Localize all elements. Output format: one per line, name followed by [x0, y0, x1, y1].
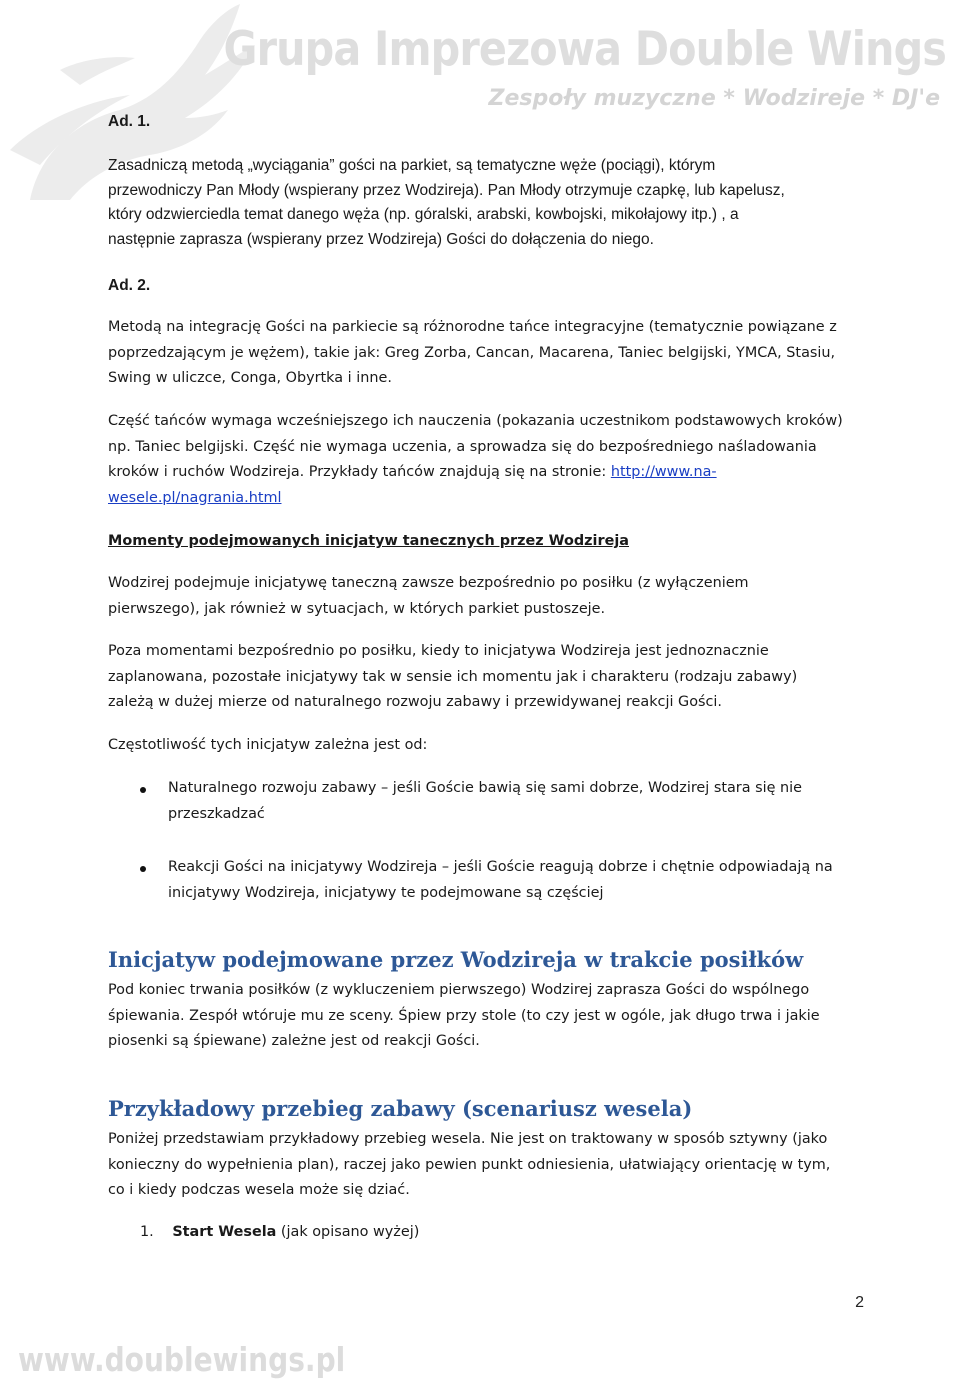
- site-url-watermark: www.doublewings.pl: [18, 1340, 346, 1379]
- text-line: poprzedzającym je wężem), takie jak: Greg Zorba, Cancan, Macarena, Taniec belgijski, YMCA, Stasiu,: [108, 344, 836, 361]
- moments-heading: Momenty podejmowanych inicjatyw tanecznych przez Wodzireja: [108, 533, 629, 549]
- text-line: [108, 460, 868, 486]
- bullet-icon: [140, 787, 146, 793]
- list-item: [140, 776, 880, 827]
- page-number: 2: [855, 1294, 864, 1311]
- text-line: Poniżej przedstawiam przykładowy przebieg wesela. Nie jest on traktowany w sposób sztywny (jako: [108, 1131, 828, 1147]
- numbered-list-item: [140, 1220, 419, 1246]
- dance-examples-link[interactable]: http://www.na-: [610, 464, 717, 480]
- list-item: [140, 855, 880, 906]
- text-line: śpiewania. Zespół wtóruje mu ze sceny. Śpiew przy stole (to czy jest w ogóle, jak długo trwa i jakie: [108, 1007, 820, 1024]
- text-line: następnie zaprasza (wspierany przez Wodzireja) Gości do dołączenia do niego.: [108, 230, 654, 248]
- scenario-paragraph: [108, 1127, 868, 1204]
- text-line: zależą w dużej mierze od naturalnego rozwoju zabawy i przewidywanej reakcji Gości.: [108, 694, 722, 710]
- text-line: inicjatywy Wodzireja, inicjatywy te podejmowane są częściej: [168, 884, 604, 901]
- text-line: Poza momentami bezpośrednio po posiłku, kiedy to inicjatywa Wodzireja jest jednoznacznie: [108, 643, 769, 659]
- moments-paragraph-1: [108, 571, 868, 622]
- ad1-title: Ad. 1.: [108, 113, 151, 130]
- bullet-icon: [140, 866, 146, 872]
- text-line: Naturalnego rozwoju zabawy – jeśli Goście bawią się sami dobrze, Wodzirej stara się nie: [168, 780, 803, 796]
- text-line: przeszkadzać: [168, 805, 265, 822]
- text-line: Swing w uliczce, Conga, Obyrtka i inne.: [108, 370, 392, 386]
- text-line: piosenki są śpiewane) zależne jest od reakcji Gości.: [108, 1033, 480, 1049]
- text-line: przewodniczy Pan Młody (wspierany przez Wodzireja). Pan Młody otrzymuje czapkę, lub kapelusz,: [108, 181, 785, 199]
- text-line: który odzwierciedla temat danego węża (np. góralski, arabski, kowbojski, mikołajowy itp.) , a: [108, 206, 739, 223]
- text-line: zaplanowana, pozostałe inicjatywy tak w sensie ich momentu jak i charakteru (rodzaju zabawy): [108, 668, 798, 685]
- ad2-paragraph-2: [108, 409, 868, 511]
- text-line: Zasadniczą metodą „wyciągania” gości na parkiet, są tematyczne węże (pociągi), którym: [108, 157, 716, 174]
- text-line: pierwszego), jak również w sytuacjach, w których parkiet pustoszeje.: [108, 600, 606, 617]
- item-title: Start Wesela: [172, 1224, 277, 1240]
- text-line: Pod koniec trwania posiłków (z wykluczeniem pierwszego) Wodzirej zaprasza Gości do wspólnego: [108, 982, 810, 998]
- brand-subtitle-watermark: Zespoły muzyczne * Wodzireje * DJ'e: [488, 86, 940, 111]
- text-line: konieczny do wypełnienia plan), raczej jako pewien punkt odniesienia, ułatwiający orientację w tym,: [108, 1156, 831, 1173]
- ad1-paragraph: [108, 154, 868, 252]
- frequency-intro: Częstotliwość tych inicjatyw zależna jest od:: [108, 737, 428, 753]
- ad2-paragraph-1: [108, 315, 868, 392]
- text-line: [108, 486, 868, 512]
- brand-title-watermark: Grupa Imprezowa Double Wings: [223, 22, 946, 77]
- text-line: co i kiedy podczas wesela może się dziać.: [108, 1182, 410, 1198]
- text-line: Część tańców wymaga wcześniejszego ich nauczenia (pokazania uczestnikom podstawowych kroków): [108, 413, 843, 429]
- meals-paragraph: [108, 978, 868, 1055]
- text-segment: kroków i ruchów Wodzireja. Przykłady tańców znajdują się na stronie:: [108, 464, 611, 480]
- moments-paragraph-2: [108, 639, 868, 716]
- text-line: Wodzirej podejmuje inicjatywę taneczną zawsze bezpośrednio po posiłku (z wyłączeniem: [108, 575, 749, 591]
- meals-heading: Inicjatyw podejmowane przez Wodzireja w trakcie posiłków: [108, 947, 804, 972]
- scenario-heading: Przykładowy przebieg zabawy (scenariusz wesela): [108, 1096, 693, 1121]
- item-detail: (jak opisano wyżej): [276, 1224, 420, 1240]
- ad2-title: Ad. 2.: [108, 277, 151, 294]
- text-line: np. Taniec belgijski. Część nie wymaga uczenia, a sprowadza się do bezpośredniego naśladowania: [108, 438, 817, 455]
- text-line: Reakcji Gości na inicjatywy Wodzireja – jeśli Goście reagują dobrze i chętnie odpowiadają na: [168, 859, 833, 875]
- text-line: Metodą na integrację Gości na parkiecie są różnorodne tańce integracyjne (tematycznie powiązane z: [108, 319, 837, 335]
- dance-examples-link-continued[interactable]: wesele.pl/nagrania.html: [108, 489, 282, 506]
- item-number: 1.: [140, 1224, 154, 1240]
